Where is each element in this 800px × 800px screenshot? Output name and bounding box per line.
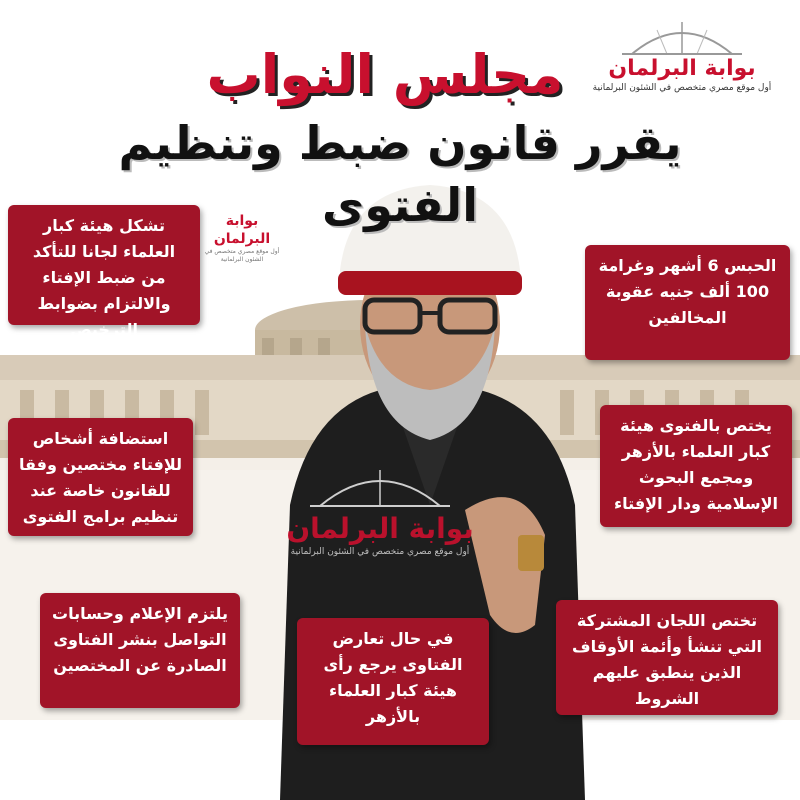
info-box-guests: استضافة أشخاص للإفتاء مختصين وفقا للقانون خاصة عند تنظيم برامج الفتوى	[8, 418, 193, 536]
page-subtitle: يقرر قانون ضبط وتنظيم الفتوى	[118, 116, 682, 232]
watermark-brand-name: بوابة البرلمان	[286, 512, 474, 545]
watermark-brand-tagline: أول موقع مصري متخصص في الشئون البرلمانية	[204, 248, 280, 263]
watermark-logo-small	[196, 212, 288, 264]
info-box-penalty: الحبس 6 أشهر وغرامة 100 ألف جنيه عقوبة المخالفين	[585, 245, 790, 360]
parliament-dome-icon	[622, 22, 742, 56]
info-box-joint-committees: تختص اللجان المشتركة التي تنشأ وأئمة الأوقاف الذين ينطبق عليهم الشروط	[556, 600, 778, 715]
brand-tagline: أول موقع مصري متخصص في الشئون البرلمانية	[592, 83, 772, 93]
watermark-logo-large	[265, 468, 495, 558]
brand-logo	[582, 22, 782, 108]
info-box-authorities: يختص بالفتوى هيئة كبار العلماء بالأزهر ومجمع البحوث الإسلامية ودار الإفتاء	[600, 405, 792, 527]
info-box-media: يلتزم الإعلام وحسابات التواصل بنشر الفتاوى الصادرة عن المختصين	[40, 593, 240, 708]
brand-name: بوابة البرلمان	[608, 56, 756, 81]
watermark-brand-tagline: أول موقع مصري متخصص في الشئون البرلمانية	[290, 547, 470, 557]
parliament-dome-icon	[305, 468, 455, 508]
info-box-conflict: في حال تعارض الفتاوى يرجع رأى هيئة كبار العلماء بالأزهر	[297, 618, 489, 745]
page-title: مجلس النواب	[206, 43, 564, 106]
info-box-committees: تشكل هيئة كبار العلماء لجانا للتأكد من ضبط الإفتاء والالتزام بضوابط الترخيص	[8, 205, 200, 325]
watermark-brand-name: بوابة البرلمان	[213, 213, 271, 247]
